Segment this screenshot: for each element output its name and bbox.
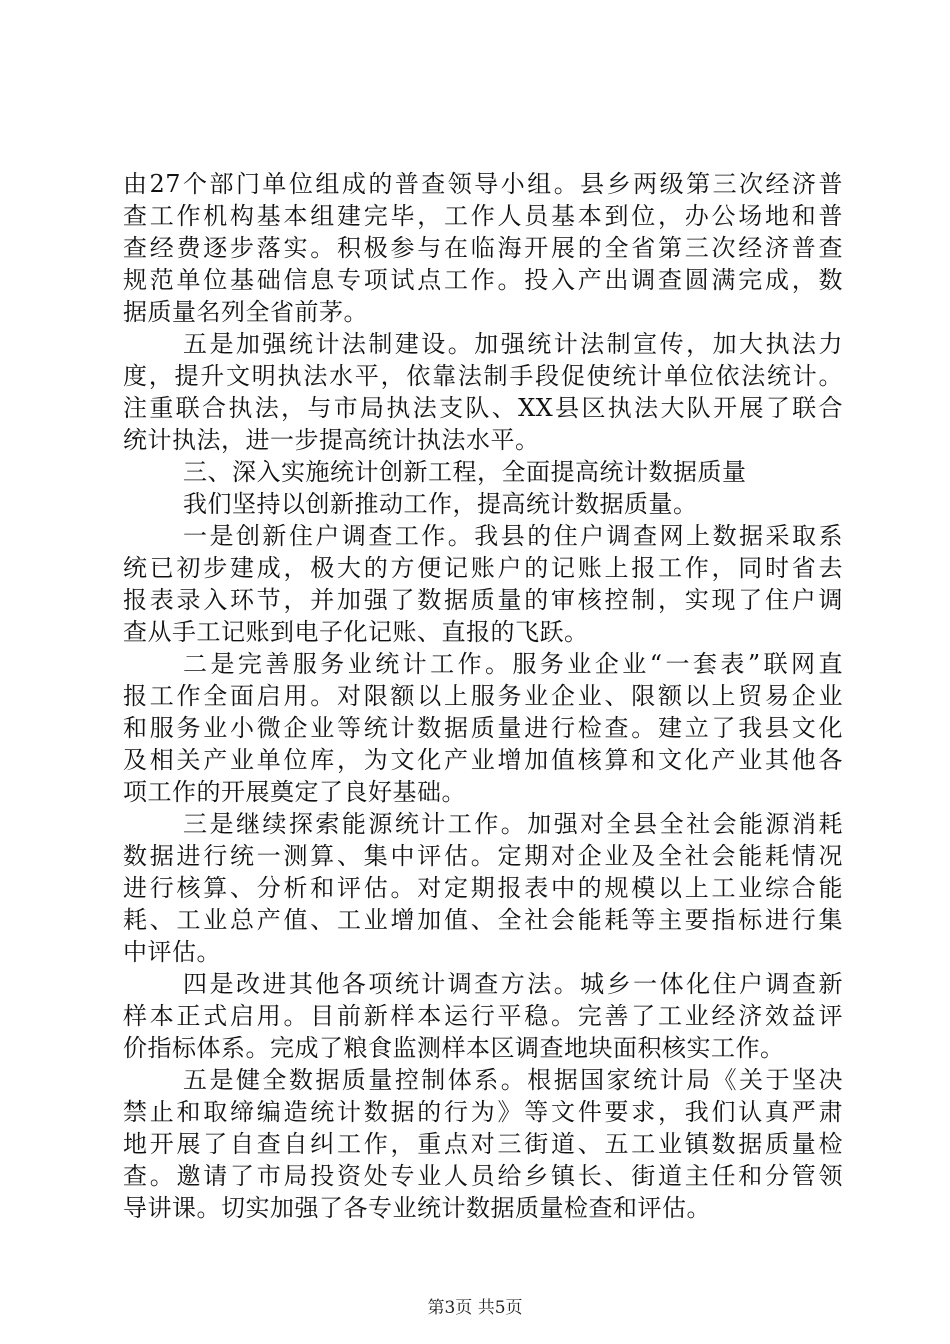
text-line: 报工作全面启用。对限额以上服务业企业、限额以上贸易企业 — [123, 682, 843, 710]
text-line: 规范单位基础信息专项试点工作。投入产出调查圆满完成，数 — [123, 266, 843, 294]
paragraph — [123, 168, 843, 328]
paragraph — [123, 968, 843, 1064]
paragraph — [123, 328, 843, 456]
text-line: 中评估。 — [123, 938, 221, 966]
page-footer: 第3页 共5页 — [427, 1298, 523, 1318]
text-line: 耗、工业总产值、工业增加值、全社会能耗等主要指标进行集 — [123, 906, 843, 934]
text-line: 查。邀请了市局投资处专业人员给乡镇长、街道主任和分管领 — [123, 1162, 843, 1190]
text-line: 我们坚持以创新推动工作，提高统计数据质量。 — [183, 490, 698, 518]
text-line: 和服务业小微企业等统计数据质量进行检查。建立了我县文化 — [123, 714, 843, 742]
text-line: 统计执法，进一步提高统计执法水平。 — [123, 426, 540, 454]
text-line: 报表录入环节，并加强了数据质量的审核控制，实现了住户调 — [123, 586, 843, 614]
paragraph — [123, 1064, 843, 1224]
text-line: 价指标体系。完成了粮食监测样本区调查地块面积核实工作。 — [123, 1034, 785, 1062]
text-line: 样本正式启用。目前新样本运行平稳。完善了工业经济效益评 — [123, 1002, 843, 1030]
text-line: 查经费逐步落实。积极参与在临海开展的全省第三次经济普查 — [123, 234, 843, 262]
text-line: 由27个部门单位组成的普查领导小组。县乡两级第三次经济普 — [123, 170, 843, 198]
text-line: 项工作的开展奠定了良好基础。 — [123, 778, 466, 806]
text-line: 地开展了自查自纠工作，重点对三街道、五工业镇数据质量检 — [123, 1130, 843, 1158]
text-line: 一是创新住户调查工作。我县的住户调查网上数据采取系 — [183, 522, 843, 550]
text-line: 据质量名列全省前茅。 — [123, 298, 368, 326]
text-line: 注重联合执法，与市局执法支队、XX县区执法大队开展了联合 — [123, 394, 843, 422]
text-line: 四是改进其他各项统计调查方法。城乡一体化住户调查新 — [183, 970, 843, 998]
text-line: 数据进行统一测算、集中评估。定期对企业及全社会能耗情况 — [123, 842, 843, 870]
text-line: 三、深入实施统计创新工程，全面提高统计数据质量 — [183, 458, 747, 486]
text-line: 五是加强统计法制建设。加强统计法制宣传，加大执法力 — [183, 330, 843, 358]
text-line: 三是继续探索能源统计工作。加强对全县全社会能源消耗 — [183, 810, 843, 838]
text-line: 度，提升文明执法水平，依靠法制手段促使统计单位依法统计。 — [123, 362, 843, 390]
text-line: 五是健全数据质量控制体系。根据国家统计局《关于坚决 — [183, 1066, 843, 1094]
text-line: 二是完善服务业统计工作。服务业企业“一套表”联网直 — [183, 650, 843, 678]
paragraph — [123, 456, 843, 488]
text-line: 导讲课。切实加强了各专业统计数据质量检查和评估。 — [123, 1194, 711, 1222]
document-body — [123, 168, 843, 1224]
text-line: 查工作机构基本组建完毕，工作人员基本到位，办公场地和普 — [123, 202, 843, 230]
text-line: 及相关产业单位库，为文化产业增加值核算和文化产业其他各 — [123, 746, 843, 774]
paragraph — [123, 520, 843, 648]
paragraph — [123, 808, 843, 968]
paragraph — [123, 648, 843, 808]
paragraph — [123, 488, 843, 520]
text-line: 禁止和取缔编造统计数据的行为》等文件要求，我们认真严肃 — [123, 1098, 843, 1126]
text-line: 查从手工记账到电子化记账、直报的飞跃。 — [123, 618, 589, 646]
text-line: 统已初步建成，极大的方便记账户的记账上报工作，同时省去 — [123, 554, 843, 582]
text-line: 进行核算、分析和评估。对定期报表中的规模以上工业综合能 — [123, 874, 843, 902]
